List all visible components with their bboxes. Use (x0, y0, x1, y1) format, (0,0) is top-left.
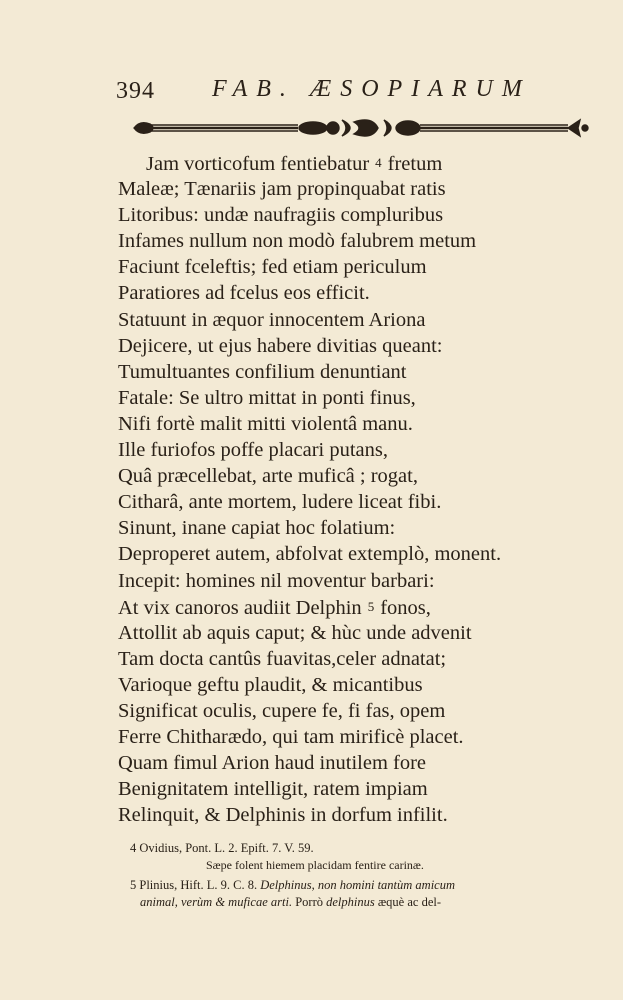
footnote-marker: 5 (367, 598, 375, 614)
verse-line: Paratiores ad fcelus eos efficit. (118, 282, 370, 305)
verse-line: Jam vorticofum fentiebatur 4 fretum (146, 153, 443, 175)
verse-line: Fatale: Se ultro mittat in ponti finus, (118, 386, 416, 409)
page-header (116, 76, 536, 106)
verse-line: Maleæ; Tænariis jam propinquabat ratis (118, 178, 446, 201)
verse-line: Benignitatem intelligit, ratem impiam (118, 778, 428, 801)
verse-line: Tam docta cantûs fuavitas,celer adnatat; (118, 647, 447, 670)
verse-line: Incepit: homines nil moventur barbari: (118, 569, 435, 592)
verse-line: Attollit ab aquis caput; & hùc unde advenit (118, 621, 472, 644)
verse-line: Dejicere, ut ejus habere divitias queant: (118, 334, 443, 357)
verse-line: Varioque geftu plaudit, & micantibus (118, 673, 423, 696)
fable-verse (118, 150, 558, 828)
footnote-4-citation: 4 Ovidius, Pont. L. 2. Epift. 7. V. 59. (130, 841, 314, 855)
verse-line: Faciunt fceleftis; fed etiam periculum (118, 256, 427, 279)
page-number: 394 (116, 78, 155, 104)
verse-line: Infames nullum non modò falubrem metum (118, 230, 477, 253)
verse-line: Quam fimul Arion haud inutilem fore (118, 752, 427, 775)
footnotes (130, 840, 595, 911)
running-title: FAB. ÆSOPIARUM (212, 76, 531, 102)
footnote-5-line-1: 5 Plinius, Hift. L. 9. C. 8. Delphinus, non homini tantùm amicum (130, 878, 456, 892)
verse-line: Ille furiofos poffe placari putans, (118, 439, 389, 462)
footnote-marker: 4 (375, 155, 382, 170)
footnote-5-line-2: animal, verùm & muficae arti. Porrò delphinus æquè ac del- (140, 895, 442, 909)
footnote-4-quote: Sæpe folent hiemem placidam fentire carinæ. (206, 858, 424, 872)
verse-line: Significat oculis, cupere fe, fi fas, opem (118, 699, 446, 722)
verse-line: Statuunt in æquor innocentem Ariona (118, 308, 426, 331)
verse-line: Quâ præcellebat, arte muficâ ; rogat, (118, 465, 418, 488)
verse-line: Tumultuantes confilium denuntiant (118, 360, 407, 383)
verse-line: Ferre Chitharædo, qui tam mirificè placet. (118, 726, 464, 749)
verse-line: Nifi fortè malit mitti violentâ manu. (118, 412, 413, 435)
fleuron-rule-ornament (128, 114, 594, 142)
verse-line: Litoribus: undæ naufragiis compluribus (118, 204, 444, 227)
verse-line: Deproperet autem, abfolvat extemplò, monent. (118, 543, 502, 566)
verse-line: Sinunt, inane capiat hoc folatium: (118, 517, 396, 540)
verse-line: Citharâ, ante mortem, ludere liceat fibi. (118, 491, 442, 514)
verse-line: At vix canoros audiit Delphin 5 fonos, (118, 596, 431, 619)
verse-line: Relinquit, & Delphinis in dorfum infilit. (118, 804, 448, 827)
